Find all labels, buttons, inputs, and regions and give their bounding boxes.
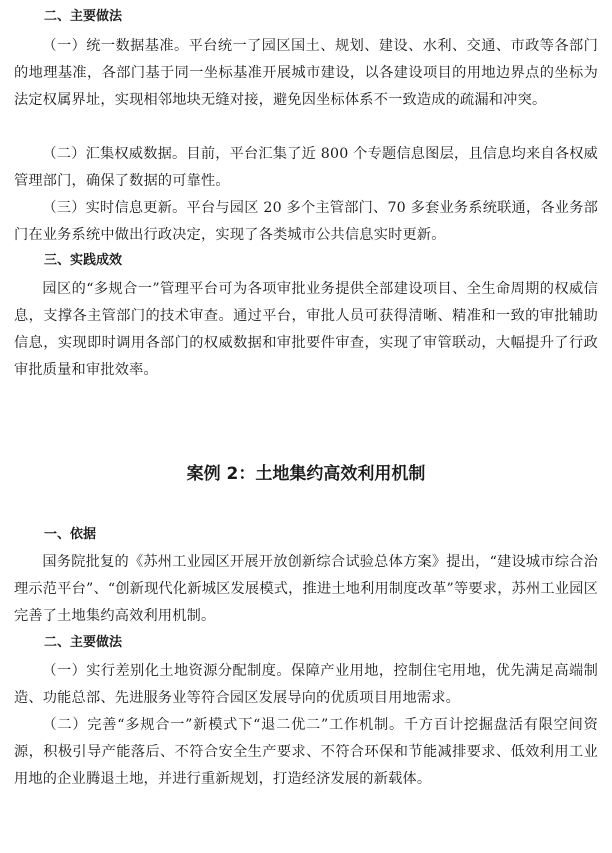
section-heading-results: 三、实践成效 xyxy=(44,253,123,268)
case-title: 案例 2：土地集约高效利用机制 xyxy=(186,464,426,484)
paragraph-unified-datum: （一）统一数据基准。平台统一了园区国土、规划、建设、水利、交通、市政等各部门的地理基准，各部门基于同一坐标基准开展城市建设，以各建设项目的用地边界点的坐标为法定权属界址，实现相邻地块无缝对接，避免因坐标体系不一致造成的疏漏和冲突。 xyxy=(14,38,598,108)
paragraph-results: 园区的“多规合一”管理平台可为各项审批业务提供全部建设项目、全生命周期的权威信息，支撑各主管部门的技术审查。通过平台，审批人员可获得清晰、精准和一致的审批辅助信息，实现即时调用各部门的权威数据和审批要件审查，实现了审管联动，大幅提升了行政审批质量和审批效率。 xyxy=(14,281,598,378)
section-heading-basis: 一、依据 xyxy=(44,527,97,542)
section-heading-methods: 二、主要做法 xyxy=(44,9,123,24)
paragraph-basis: 国务院批复的《苏州工业园区开展开放创新综合试验总体方案》提出，“建设城市综合治理示范平台”、“创新现代化新城区发展模式，推进土地利用制度改革”等要求，苏州工业园区完善了土地集约高效利用机制。 xyxy=(14,554,598,624)
paragraph-retreat-mechanism: （二）完善“多规合一”新模式下“退二优二”工作机制。千方百计挖掘盘活有限空间资源，积极引导产能落后、不符合安全生产要求、不符合环保和节能减排要求、低效利用工业用地的企业腾退土地，并进行重新规划，打造经济发展的新载体。 xyxy=(14,717,598,787)
section-heading-case-methods: 二、主要做法 xyxy=(44,635,123,650)
paragraph-differentiated-allocation: （一）实行差别化土地资源分配制度。保障产业用地，控制住宅用地，优先满足高端制造、功能总部、先进服务业等符合园区发展导向的优质项目用地需求。 xyxy=(14,663,598,706)
paragraph-authoritative-data: （二）汇集权威数据。目前，平台汇集了近 800 个专题信息图层，且信息均来自各权威管理部门，确保了数据的可靠性。 xyxy=(14,146,598,189)
paragraph-realtime-update: （三）实时信息更新。平台与园区 20 多个主管部门、70 多套业务系统联通，各业务部门在业务系统中做出行政决定，实现了各类城市公共信息实时更新。 xyxy=(14,200,598,243)
